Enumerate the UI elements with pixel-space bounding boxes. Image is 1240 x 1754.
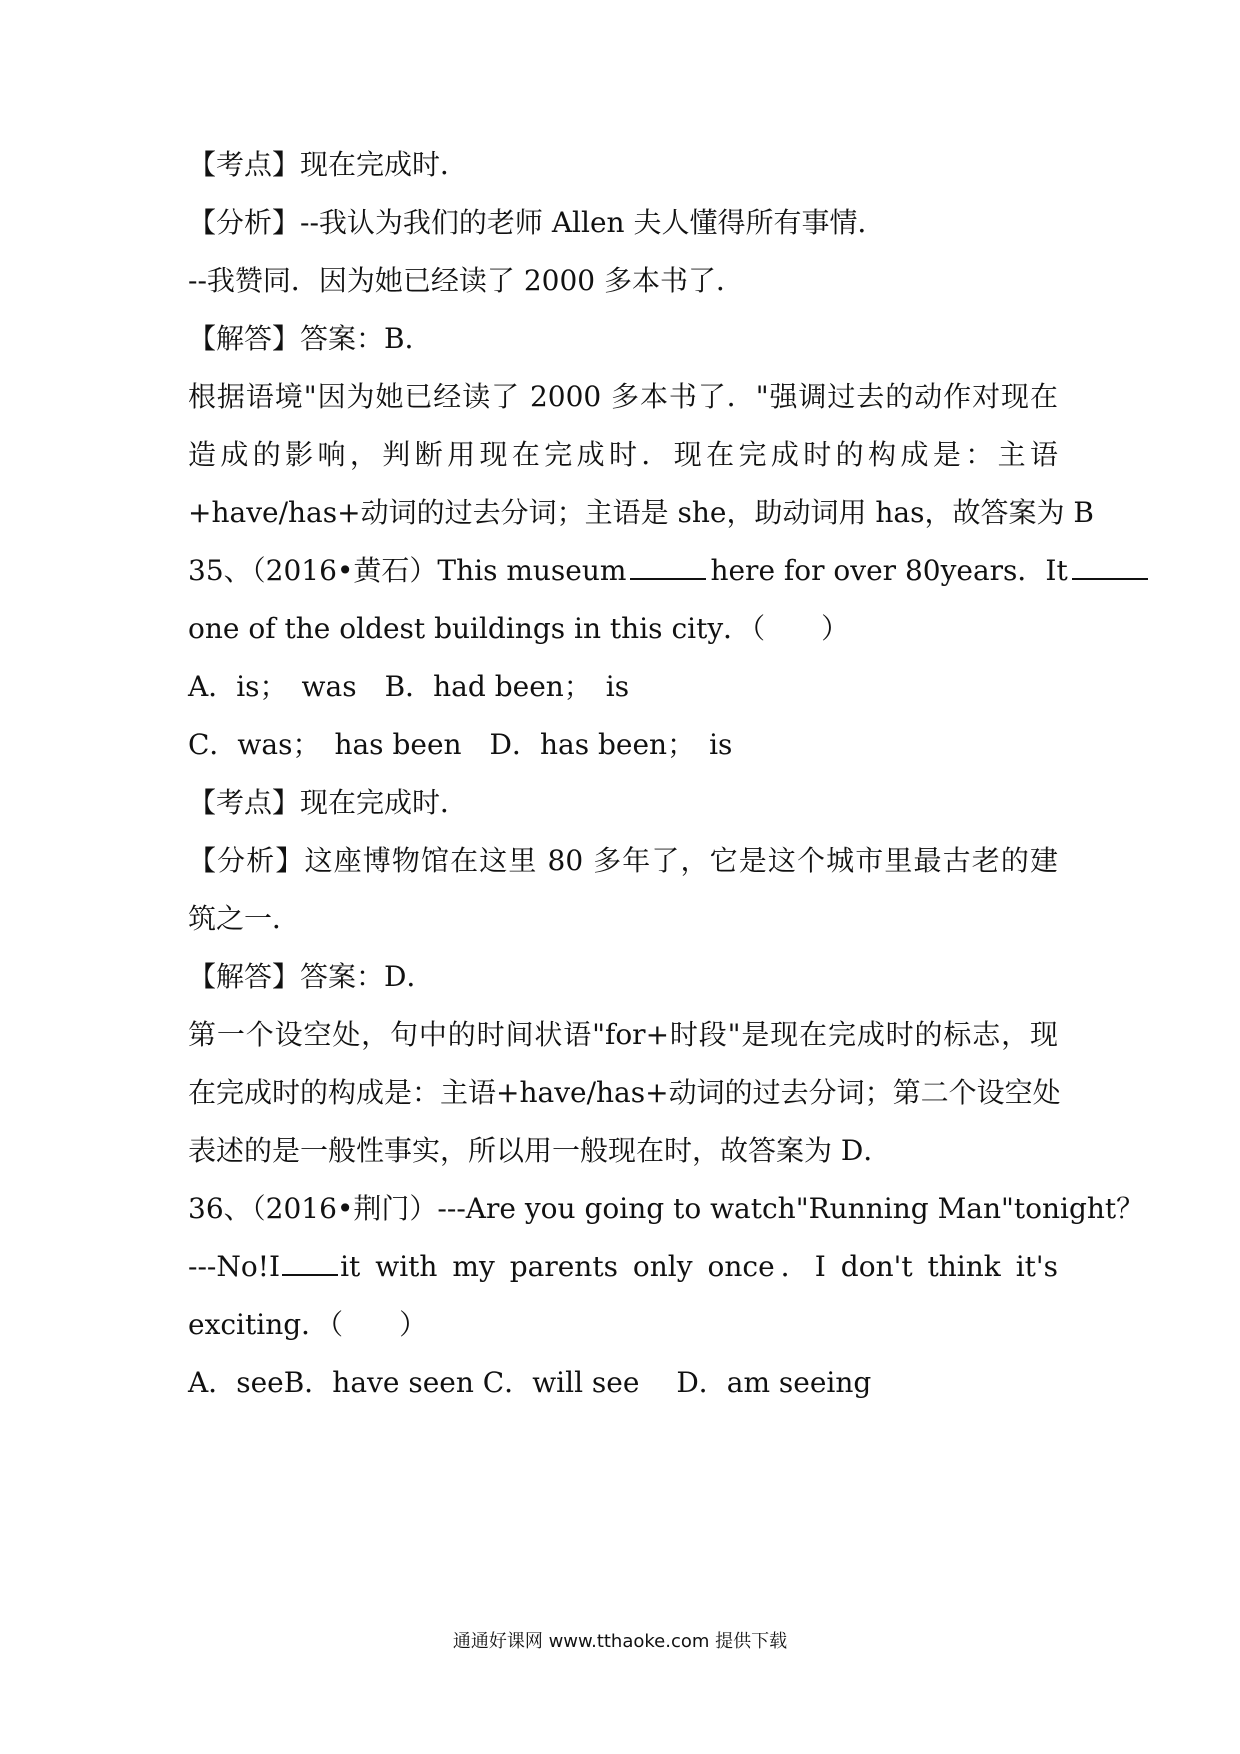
text-line: one of the oldest buildings in this city．（ ） xyxy=(188,612,850,645)
text-line: 【分析】这座博物馆在这里 80 多年了，它是这个城市里最古老的建 xyxy=(188,844,1058,877)
text-line: 【分析】--我认为我们的老师 Allen 夫人懂得所有事情． xyxy=(188,206,886,239)
text-line: 【解答】答案：D． xyxy=(188,960,435,993)
text-line: 【考点】现在完成时． xyxy=(188,786,469,819)
option-line: A．seeB．have seen C．will see D．am seeing xyxy=(188,1366,872,1399)
option-line: C．was； has been D．has been； is xyxy=(188,728,733,761)
question-36-text-1: ---No!I xyxy=(188,1250,281,1283)
answer-blank xyxy=(630,552,706,580)
text-line: +have/has+动词的过去分词；主语是 she，助动词用 has，故答案为 B xyxy=(188,496,1094,529)
text-line: 表述的是一般性事实，所以用一般现在时，故答案为 D． xyxy=(188,1134,892,1167)
text-line: --我赞同．因为她已经读了 2000 多本书了． xyxy=(188,264,744,297)
question-36-answer-line xyxy=(188,1247,1058,1287)
question-35-text-2: here for over 80years．It xyxy=(710,554,1068,587)
question-36-text-2: it with my parents only once．I don't think it's xyxy=(340,1250,1058,1283)
text-line: 在完成时的构成是：主语+have/has+动词的过去分词；第二个设空处 xyxy=(188,1076,1061,1109)
question-35-text-1: 35、（2016•黄石）This museum xyxy=(188,554,627,587)
answer-blank xyxy=(1072,552,1148,580)
option-line: A．is； was B．had been； is xyxy=(188,670,630,703)
text-line: exciting．（ ） xyxy=(188,1308,428,1341)
question-36-line: 36、（2016•荆门）---Are you going to watch"Running Man"tonight？ xyxy=(188,1192,1145,1225)
text-line: 第一个设空处，句中的时间状语"for+时段"是现在完成时的标志，现 xyxy=(188,1018,1058,1051)
text-line: 筑之一． xyxy=(188,902,301,935)
text-line: 根据语境"因为她已经读了 2000 多本书了．"强调过去的动作对现在 xyxy=(188,380,1058,413)
page-footer: 通通好课网 www.tthaoke.com 提供下载 xyxy=(452,1631,788,1652)
question-35-line xyxy=(188,551,1068,591)
text-line: 造成的影响，判断用现在完成时．现在完成时的构成是：主语 xyxy=(188,438,1058,471)
text-line: 【考点】现在完成时． xyxy=(188,148,469,181)
answer-blank xyxy=(282,1248,338,1276)
text-line: 【解答】答案：B． xyxy=(188,322,433,355)
